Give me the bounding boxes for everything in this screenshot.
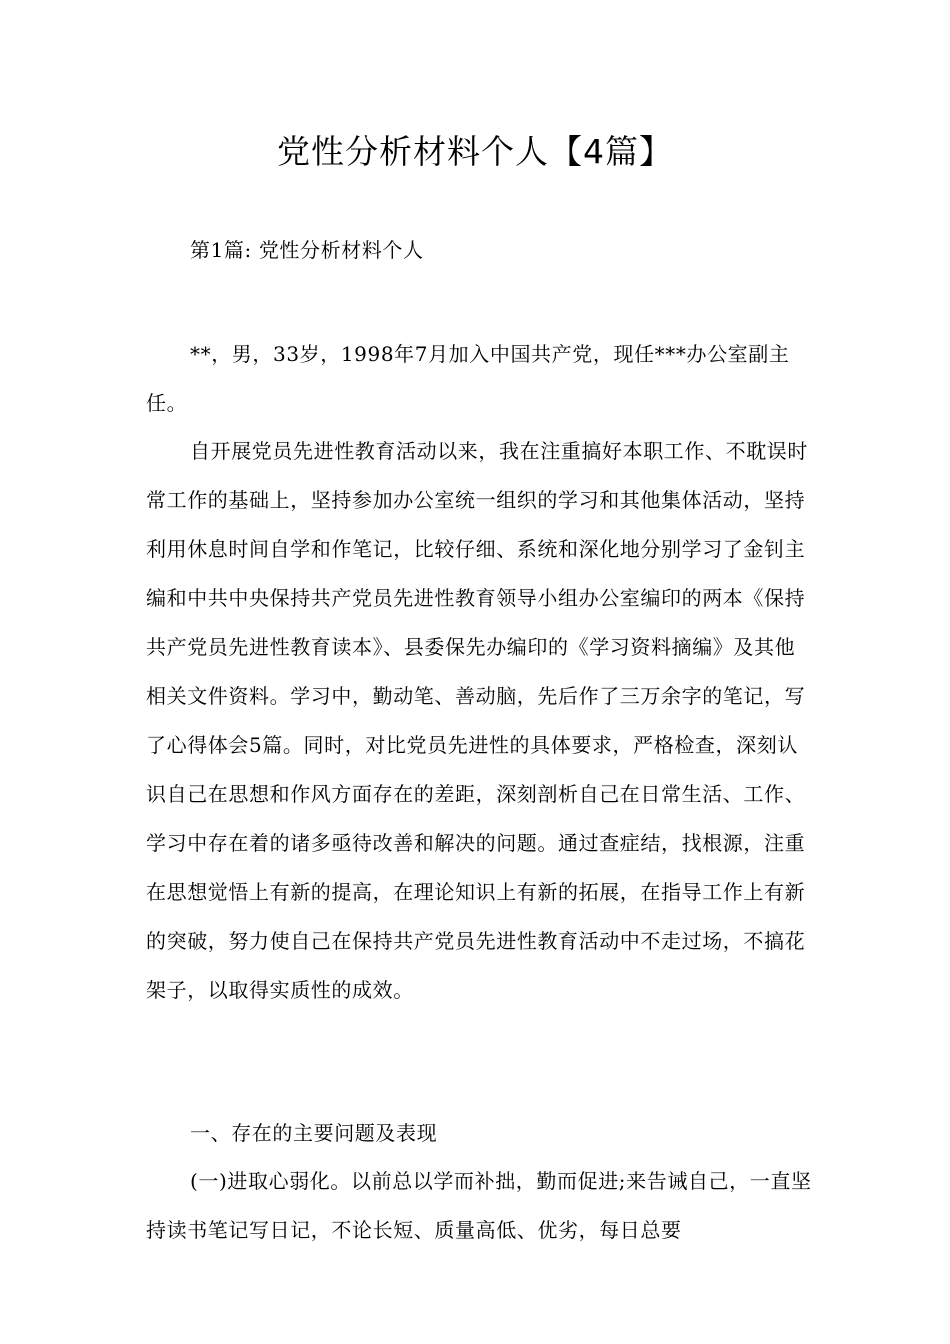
- section-heading: 第1篇: 党性分析材料个人: [190, 238, 424, 262]
- paragraph-profile: **，男，33岁，1998年7月加入中国共产党，现任***办公室副主任。: [146, 342, 790, 415]
- paragraph-study: 自开展党员先进性教育活动以来，我在注重搞好本职工作、不耽误时常工作的基础上，坚持参加办公室统一组织的学习和其他集体活动，坚持利用休息时间自学和作笔记，比较仔细、系统和深化地分别学习了金钊主编和中共中央保持共产党员先进性教育领导小组办公室编印的两本《保持共产党员先进性教育读本》、县委保先办编印的《学习资料摘编》及其他相关文件资料。学习中，勤动笔、善动脑，先后作了三万余字的笔记，写了心得体会5篇。同时，对比党员先进性的具体要求，严格检查，深刻认识自己在思想和作风方面存在的差距，深刻剖析自己在日常生活、工作、学习中存在着的诸多亟待改善和解决的问题。通过查症结，找根源，注重在思想觉悟上有新的提高，在理论知识上有新的拓展，在指导工作上有新的突破，努力使自己在保持共产党员先进性教育活动中不走过场，不搞花架子，以取得实质性的成效。: [146, 439, 808, 1002]
- paragraph-motivation: (一)进取心弱化。以前总以学而补拙，勤而促进;来告诫自己，一直坚持读书笔记写日记，不论长短、质量高低、优劣，每日总要: [146, 1169, 812, 1242]
- subheading-main-problems: 一、存在的主要问题及表现: [190, 1121, 438, 1145]
- document-title: 党性分析材料个人【4篇】: [277, 132, 673, 171]
